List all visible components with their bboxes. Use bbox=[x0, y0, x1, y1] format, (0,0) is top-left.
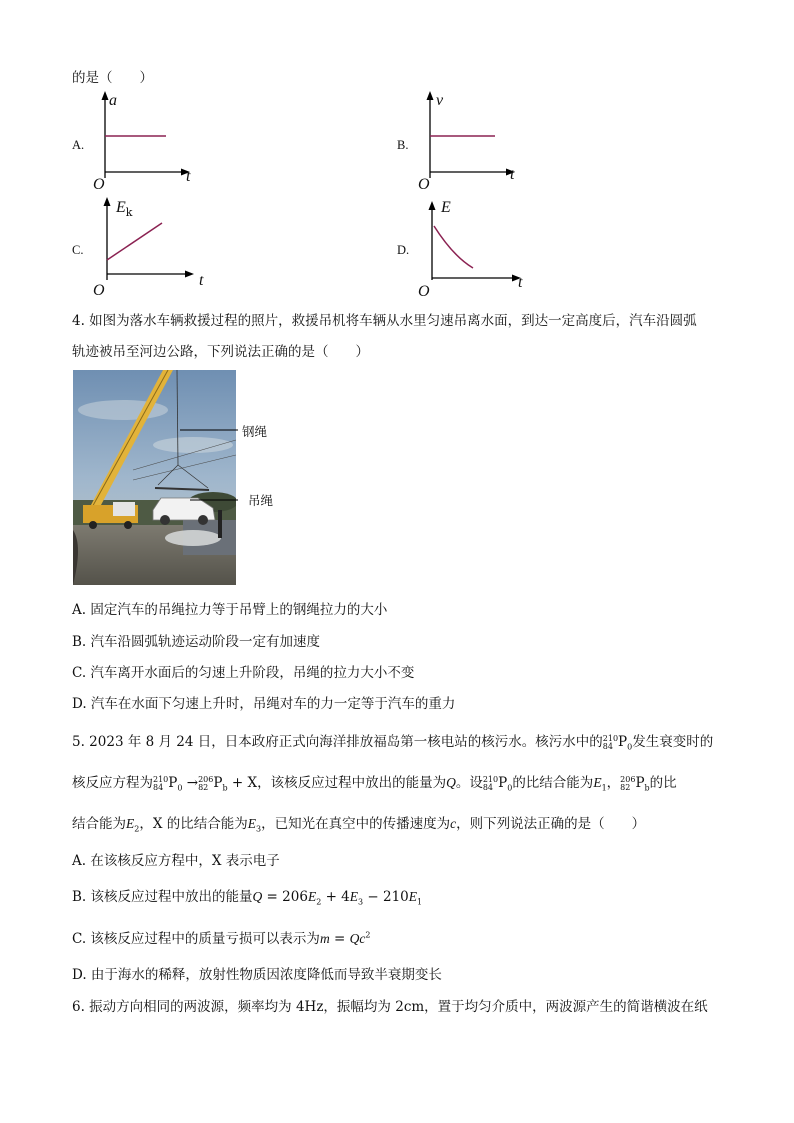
q4-label-leaders bbox=[170, 420, 250, 510]
graph-d-xlabel: t bbox=[518, 274, 523, 291]
graph-d-curve bbox=[434, 226, 473, 268]
q3-option-a-letter: A. bbox=[72, 138, 85, 152]
q3-option-d-letter: D. bbox=[397, 243, 410, 257]
graph-c-xlabel: t bbox=[199, 272, 204, 289]
graph-c-origin: O bbox=[93, 282, 105, 299]
q4-label-steel-rope: 钢绳 bbox=[242, 424, 268, 439]
q3-option-c-letter: C. bbox=[72, 243, 84, 257]
graph-b-ylabel: v bbox=[436, 92, 444, 109]
q4-option-a: A. 固定汽车的吊绳拉力等于吊臂上的钢绳拉力的大小 bbox=[72, 602, 388, 618]
q3-graph-d bbox=[415, 198, 535, 293]
graph-a-ylabel: a bbox=[109, 92, 117, 109]
graph-d-ylabel: E bbox=[441, 199, 451, 216]
graph-a-xlabel: t bbox=[186, 168, 191, 185]
q5-option-b: B. 该核反应过程中放出的能量$Q = 206E_2 + 4E_3 - 210E_1$ bbox=[72, 889, 423, 907]
graph-a-origin: O bbox=[93, 176, 105, 193]
graph-b-origin: O bbox=[418, 176, 430, 193]
q5-stem-line2: 核反应方程为 210 84 $P_0$ → 206 82 $P_b + X$，该核反应过程中放出的能量为Q。设 210 84 $P_0$的比结合能为$E_1$， 206 82 $P_b$的比 bbox=[72, 774, 677, 793]
q4-stem-line2: 轨迹被吊至河边公路，下列说法正确的是（ ） bbox=[72, 344, 369, 360]
q4-stem-line1: 4. 如图为落水车辆救援过程的照片，救援吊机将车辆从水里匀速吊离水面，到达一定高度后，汽车沿圆弧 bbox=[72, 313, 697, 329]
q6-stem-line1: 6. 振动方向相同的两波源，频率均为 4Hz，振幅均为 2cm，置于均匀介质中，两波源产生的简谐横波在纸 bbox=[72, 999, 708, 1015]
q5-option-d: D. 由于海水的稀释，放射性物质因浓度降低而导致半衰期变长 bbox=[72, 967, 442, 983]
q3-option-b-letter: B. bbox=[397, 138, 409, 152]
q5-option-c: C. 该核反应过程中的质量亏损可以表示为$m = Qc^2$ bbox=[72, 930, 371, 947]
nuclear-equation: 210 84 $P_0$ → 206 82 $P_b + X$ bbox=[153, 774, 258, 793]
q5-stem-line1: 5. 2023 年 8 月 24 日，日本政府正式向海洋排放福岛第一核电站的核污水。核污水中的 210 84 $P_0$发生衰变时的 bbox=[72, 733, 714, 752]
q4-option-d: D. 汽车在水面下匀速上升时，吊绳对车的力一定等于汽车的重力 bbox=[72, 696, 456, 712]
q3-graph-b bbox=[413, 88, 533, 193]
graph-c-curve bbox=[107, 223, 162, 260]
q3-graph-c bbox=[88, 194, 213, 294]
q3-stem-tail: 的是（ ） bbox=[72, 70, 153, 86]
q4-option-c: C. 汽车离开水面后的匀速上升阶段，吊绳的拉力大小不变 bbox=[72, 665, 415, 681]
q5-stem-line3: 结合能为$E_2$，X 的比结合能为$E_3$，已知光在真空中的传播速度为c，则下列说法正确的是（ ） bbox=[72, 816, 646, 834]
nuclide-po210: 210 84 $P_0$ bbox=[602, 733, 633, 752]
q4-option-b: B. 汽车沿圆弧轨迹运动阶段一定有加速度 bbox=[72, 634, 321, 650]
graph-d-origin: O bbox=[418, 283, 430, 300]
q5-option-a: A. 在该核反应方程中，X 表示电子 bbox=[72, 853, 280, 869]
q4-label-sling: 吊绳 bbox=[248, 493, 274, 508]
graph-b-xlabel: t bbox=[510, 166, 515, 183]
graph-c-ylabel: $E_k$ bbox=[116, 199, 133, 220]
